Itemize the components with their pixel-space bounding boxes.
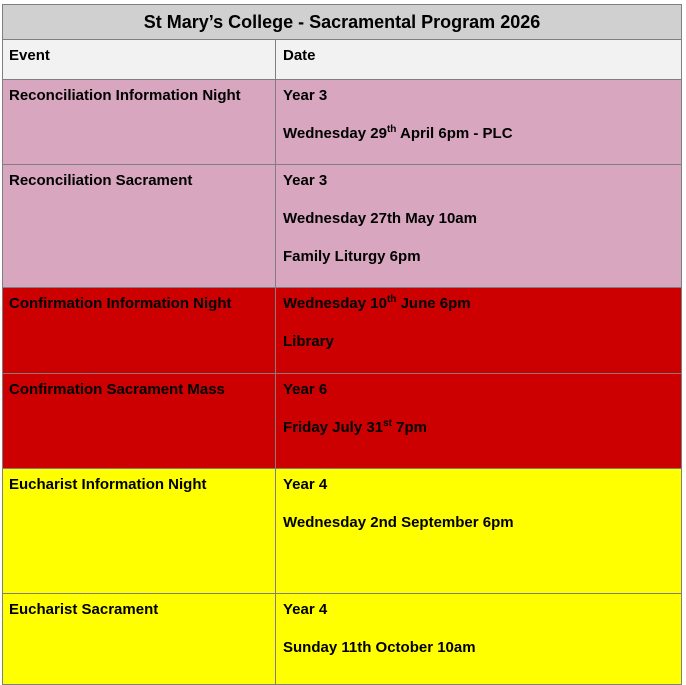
date-line: Year 4 bbox=[283, 476, 328, 493]
date-line: Wednesday 2nd September 6pm bbox=[283, 514, 514, 531]
table-title: St Mary’s College - Sacramental Program 2026 bbox=[3, 5, 681, 40]
date-cell bbox=[276, 594, 681, 684]
date-line: Friday July 31st 7pm bbox=[283, 418, 427, 436]
event-header: Event bbox=[3, 40, 276, 79]
event-cell: Reconciliation Information Night bbox=[3, 80, 276, 164]
event-cell: Eucharist Sacrament bbox=[3, 594, 276, 684]
event-cell: Confirmation Sacrament Mass bbox=[3, 374, 276, 468]
event-cell: Confirmation Information Night bbox=[3, 288, 276, 373]
date-cell bbox=[276, 165, 681, 287]
date-cell bbox=[276, 469, 681, 593]
date-cell bbox=[276, 288, 681, 373]
event-cell: Reconciliation Sacrament bbox=[3, 165, 276, 287]
table-row bbox=[3, 374, 681, 469]
date-line: Family Liturgy 6pm bbox=[283, 248, 421, 265]
event-cell: Eucharist Information Night bbox=[3, 469, 276, 593]
program-table bbox=[2, 4, 682, 685]
date-line: Year 3 bbox=[283, 172, 328, 189]
date-cell bbox=[276, 374, 681, 468]
date-line: Wednesday 29th April 6pm - PLC bbox=[283, 124, 513, 142]
table-row bbox=[3, 594, 681, 684]
date-line: Year 4 bbox=[283, 601, 328, 618]
table-row bbox=[3, 288, 681, 374]
date-line: Year 3 bbox=[283, 87, 328, 104]
table-row bbox=[3, 80, 681, 165]
date-line: Wednesday 10th June 6pm bbox=[283, 294, 471, 312]
date-line: Library bbox=[283, 333, 334, 350]
header-row bbox=[3, 40, 681, 80]
table-row bbox=[3, 469, 681, 594]
date-header: Date bbox=[283, 47, 316, 64]
date-cell bbox=[276, 80, 681, 164]
table-row bbox=[3, 165, 681, 288]
date-line: Year 6 bbox=[283, 381, 328, 398]
date-line: Wednesday 27th May 10am bbox=[283, 210, 477, 227]
date-line: Sunday 11th October 10am bbox=[283, 639, 476, 656]
